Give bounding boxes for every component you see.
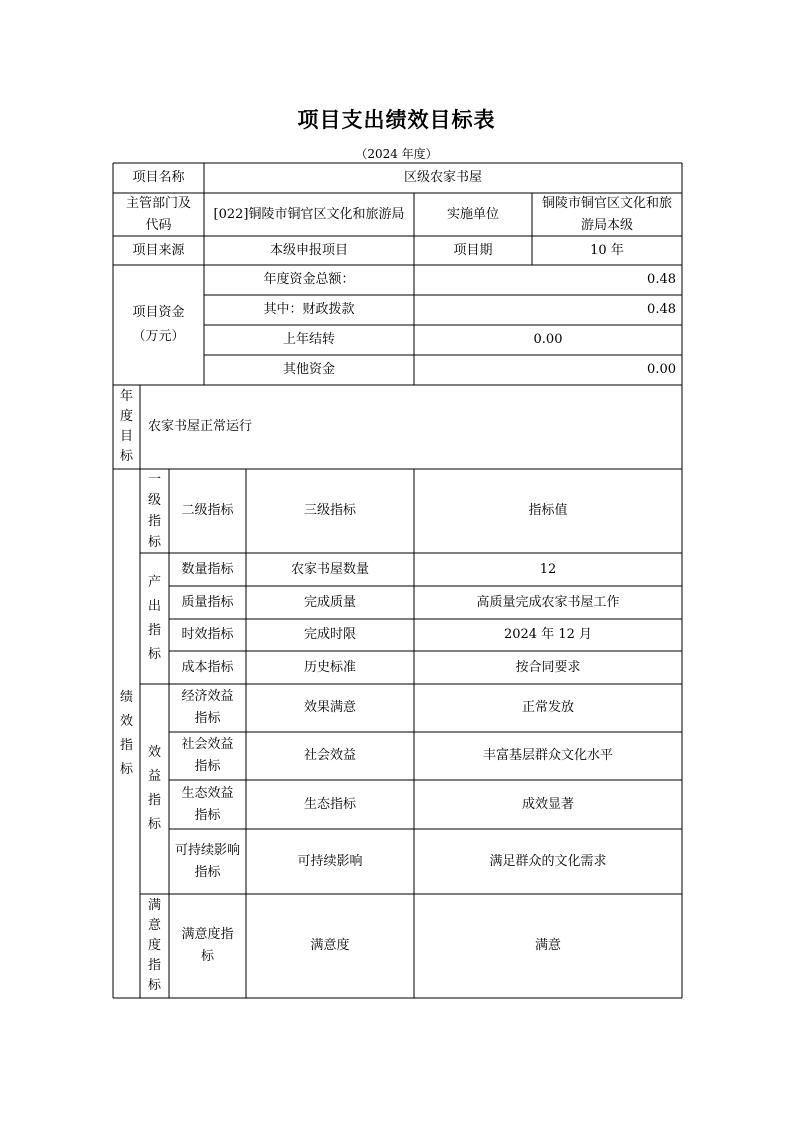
output-row-value: 12 [539, 561, 557, 577]
output-row-value: 高质量完成农家书屋工作 [476, 594, 620, 610]
benefit-row-value: 成效显著 [521, 796, 574, 812]
benefit-row-level3: 生态指标 [303, 796, 356, 812]
output-row-value: 2024 年 12 月 [503, 627, 593, 642]
header-level2: 二级指标 [181, 503, 234, 518]
output-row-level2: 时效指标 [181, 627, 234, 642]
project-name-value: 区级农家书屋 [403, 170, 482, 185]
carryover-label: 上年结转 [282, 332, 335, 347]
benefit-row-level3: 效果满意 [303, 700, 356, 715]
project-name-label: 项目名称 [132, 170, 185, 185]
other-funds-label: 其他资金 [282, 362, 335, 377]
output-row-level2: 质量指标 [181, 594, 234, 610]
satisfaction-level3: 满意度 [310, 938, 350, 953]
header-level3: 三级指标 [303, 503, 356, 518]
benefit-row-value: 满足群众的文化需求 [489, 853, 607, 869]
implementing-unit-label: 实施单位 [446, 206, 499, 222]
page-title: 项目支出绩效目标表 [297, 108, 496, 132]
project-funds-label: 项目资金（万元） [132, 305, 185, 344]
output-row-level3: 完成时限 [303, 627, 356, 642]
fiscal-year: （2024 年度） [355, 147, 438, 161]
other-funds-value: 0.00 [647, 362, 676, 377]
annual-goal-label: 年度目标 [119, 389, 133, 464]
benefit-row-value: 丰富基层群众文化水平 [482, 748, 613, 763]
benefit-row-value: 正常发放 [521, 700, 574, 715]
benefit-row-level2: 社会效益指标 [181, 737, 234, 774]
benefit-row-level2: 可持续影响指标 [174, 842, 240, 880]
total-funds-label: 年度资金总额： [263, 272, 355, 287]
project-period-value: 10 年 [590, 242, 624, 258]
output-row-level2: 成本指标 [181, 659, 234, 675]
benefit-row-level3: 社会效益 [303, 748, 356, 763]
output-row-level3: 农家书屋数量 [290, 561, 369, 577]
total-funds-value: 0.48 [647, 272, 676, 287]
header-value: 指标值 [528, 503, 568, 518]
benefit-row-level2: 生态效益指标 [181, 785, 234, 823]
project-period-label: 项目期 [453, 242, 493, 258]
benefit-row-level2: 经济效益指标 [181, 689, 234, 726]
satisfaction-value: 满意 [534, 938, 561, 953]
department-value: [022]铜陵市铜官区文化和旅游局 [213, 206, 405, 222]
annual-goal-value: 农家书屋正常运行 [148, 419, 253, 434]
output-row-level3: 历史标准 [303, 659, 356, 675]
output-indicators-label: 产出指标 [147, 574, 161, 662]
header-level1: 一级指标 [147, 472, 161, 550]
performance-indicators-label: 绩效指标 [119, 689, 133, 777]
benefit-row-level3: 可持续影响 [297, 853, 363, 869]
project-source-label: 项目来源 [132, 242, 185, 258]
benefit-indicators-label: 效益指标 [147, 745, 161, 832]
department-label: 主管部门及代码 [125, 195, 191, 233]
implementing-unit-value: 铜陵市铜官区文化和旅游局本级 [541, 195, 672, 233]
output-row-level2: 数量指标 [181, 561, 234, 577]
fiscal-allocation-label: 其中：财政拨款 [263, 302, 355, 317]
output-row-level3: 完成质量 [303, 594, 356, 610]
satisfaction-indicators-label: 满意度指标 [147, 898, 161, 993]
fiscal-allocation-value: 0.48 [647, 302, 676, 317]
carryover-value: 0.00 [533, 332, 563, 347]
output-row-value: 按合同要求 [515, 659, 581, 675]
satisfaction-level2: 满意度指标 [181, 927, 234, 964]
project-source-value: 本级申报项目 [269, 242, 348, 258]
